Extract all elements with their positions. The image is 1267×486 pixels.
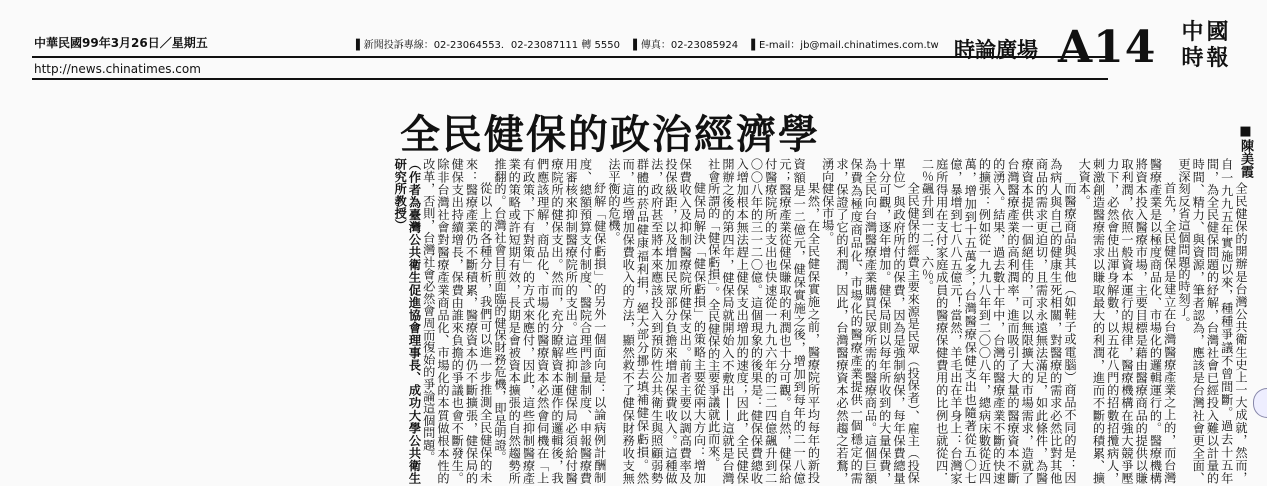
section-name: 時論廣場	[954, 37, 1038, 62]
article-paragraph: 而醫療商品與其他（如鞋子或電腦）商品不同的是：因為病人與自己的健康生死相關，對醫療的需求必然比對其他商品的需求更迫切，且需求永遠無法滿足，如此條件，為醫療資本提供一個絕佳的，可以無限擴大的市場需求，造就了台灣醫療產業的高利潤率，進而吸引了大量的醫療資本不斷的湧入。結果，過去數十年中，台灣的醫療產業不斷的快速的擴張：例如從一九九八年到二〇〇八年，總病床數從近四萬，增加到十五萬多；台灣醫療保健支出也隨著從五〇七億，暴增到七八八五億元！當然，羊毛出在羊身上：台灣家庭所得用在支付家庭成員的醫療保健費用的比例也就從四．二％飆升到一二．六％。	[920, 158, 1077, 484]
author-byline: ■陳美霞	[1238, 124, 1253, 178]
side-scroll-tab[interactable]	[1253, 388, 1267, 418]
website-url: http://news.chinatimes.com	[34, 62, 201, 76]
logo-char: 中	[1181, 19, 1204, 45]
header-rule-bottom	[32, 78, 1108, 80]
article-paragraph: 果然，在全民健保實施之前，醫療院所平均每年的新投資額是一二億元，健保實施之後，增加到每年的二一八億元；醫療產業從健保賺取的利潤也十分可觀。自然，健保給付醫療院所的支出也快速從一九九六年的二二四億飆升到二〇〇八年的三一二〇億。這個現象的後果是：健保保費總收入增加根本無法趕上健保支出增加的速度；因此，全民健保開辦之後的第四年，健保局就開始入不敷出——這就是台灣社會所謂的「健保虧損」。全民健保的主要爭議就此而來。	[706, 158, 821, 484]
contact-info	[356, 36, 949, 51]
logo-char: 報	[1206, 45, 1229, 71]
article-paragraph: 全民健保的開辦是台灣公共衛生史上一大成就，然而，自一九九五年實施以來，種種爭議不曾間斷。過去十五年間，為全民健保問題的紓解，台灣社會已經投入難以計量的時間、精力、與資源，筆者認為，應該是台灣社會更全面、更深刻反省這個問題的時刻了。	[1177, 158, 1248, 484]
header-rule-top	[32, 56, 1108, 58]
news-hotline: ▌新聞投訴專線：02-23064553．02-23087111 轉 5550	[356, 40, 620, 51]
article-paragraph: 從以上的各種分析，我們可以進一步推測全民健保的未來：醫療產業仍不斷積累，醫療資本仍不斷擴張，健保局的健保支出持續增長，保費由誰來負擔的爭議也會不斷發生。除非台灣社會對醫療產業商品化、市場化的本質做根本性的改革，否則，台灣社會必然會周而復始的爭論這個問題。	[421, 158, 493, 484]
article-paragraph: 紓解「健保虧損」的另外一個面向是：以論病例計酬制度、總額預算支付制度、醫院合理門診量制度、申報醫療費用審核來抑制醫療院所的支出。這些抑制健保局必須給付醫療院所的健保支出。然而，充分瞭解資本運作的邏輯後，我們應該理解，商品化、市場化的醫療資本必然會伺機在「上有政策，下有對策」的方式來應付，因此，這些抑制醫療產業的策略或許短期有效，長期是會被資本擴張的自然趨勢所推翻的。台灣社會目前面臨的健保財務危機，即是明證。	[493, 158, 607, 484]
chinatimes-logo	[1180, 20, 1230, 72]
logo-char: 國	[1206, 19, 1229, 45]
article-paragraph: 首先，全民健保是建立在台灣醫療產業之上的，而台灣醫療產業是以極度商品化、市場化的邏輯運行的。醫療機構將資本投入醫療市場，主要目標是藉由醫療商品的提供以賺取利潤，依照一般資本運行的規律，醫療機構在強大競爭壓力下，必然會使出渾身解數，以五花八門的招數招攬病人，刺激創造醫療需求以賺取最大的利潤，進而不斷的積累、擴大資本。	[1077, 158, 1177, 484]
author-note: （作者為臺灣公共衛生促進協會理事長、成功大學公共衛生研究所教授）	[393, 158, 422, 484]
logo-char: 時	[1181, 45, 1204, 71]
page-number: A14	[1058, 22, 1157, 73]
article-paragraph: 全民健保的經費主要來源是民眾（投保者）、雇主（投保單位）與政府所付的保費，因為是強制納保，每年保費總量十分可觀，逐年增加。健保局則以每年所收到的大量保費，為全民向台灣醫療產業購買民眾所需的醫療商品。這個巨額保費為極度商品化、市場化的醫療產業提供一個穩定的需求，保證了它的利潤，因此，台灣醫療資本必然趨之若鶩，湧向健保市場。	[820, 158, 921, 484]
email-address: ▌E-mail：jb@mail.chinatimes.com.tw	[751, 40, 939, 51]
fax-number: ▌傳真：02-23085924	[633, 40, 739, 51]
article-headline: 全民健保的政治經濟學	[400, 111, 820, 158]
article-body	[40, 158, 1248, 484]
issue-date: 中華民國99年3月26日／星期五	[34, 36, 208, 50]
article-paragraph: 健保局解決「健保虧損」的策略主要從兩大方向：增加保費收入及抑制醫療院所健保支出。前者主要以調高費率及投保級距，以及增加民眾部分負擔來增加保費收入。這種做法，政府甚至將本來應該投入到預防性公共衛生與照顧弱勢群體的菸品健康福利捐，絕大部分挪去填補健保虧損。然而，這些增加保費收入的方法，顯然救不了健保財務收支無法平衡的危機。	[607, 158, 707, 484]
